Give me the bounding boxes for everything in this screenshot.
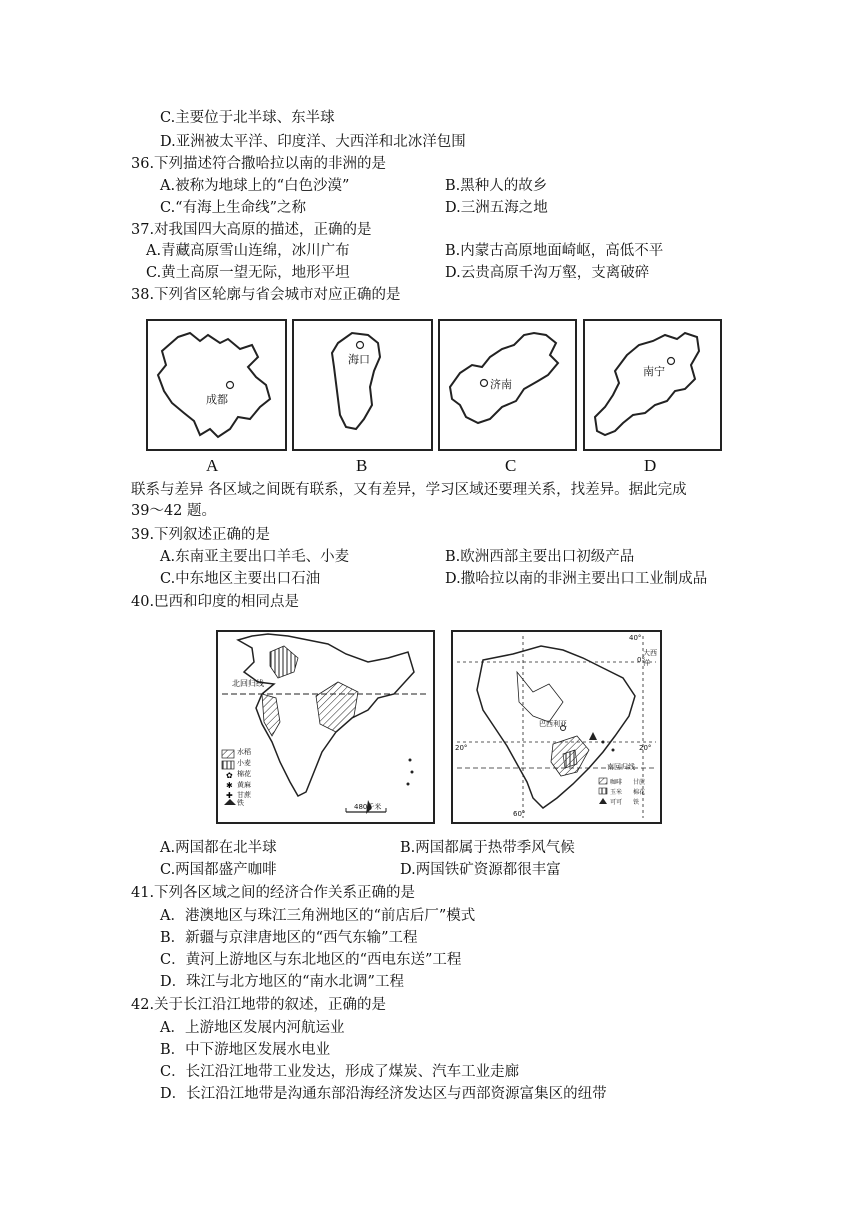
province-map-c <box>438 319 577 451</box>
q39-option-d: D.撒哈拉以南的非洲主要出口工业制成品 <box>445 571 708 587</box>
q36-option-d: D.三洲五海之地 <box>445 200 548 216</box>
q41-stem: 41.下列各区域之间的经济合作关系正确的是 <box>131 885 416 901</box>
section-intro-line2: 39～42 题。 <box>131 503 217 519</box>
hainan-outline <box>294 321 431 449</box>
q36-option-a: A.被称为地球上的“白色沙漠” <box>160 178 350 194</box>
q36-option-c: C.“有海上生命线”之称 <box>160 200 307 216</box>
q37-option-c: C.黄土高原一望无际，地形平坦 <box>146 265 350 281</box>
q37-stem: 37.对我国四大高原的描述，正确的是 <box>131 222 372 238</box>
q37-option-b: B.内蒙古高原地面崎岖，高低不平 <box>445 243 664 259</box>
brazil-capital-label: 巴西利亚 <box>539 720 567 728</box>
q37-option-d: D.云贵高原千沟万壑，支离破碎 <box>445 265 650 281</box>
q36-stem: 36.下列描述符合撒哈拉以南的非洲的是 <box>131 156 387 172</box>
svg-text:✱: ✱ <box>226 781 233 790</box>
brazil-legend-coffee: 咖啡 <box>610 779 623 786</box>
q40-stem: 40.巴西和印度的相同点是 <box>131 594 300 610</box>
brazil-lat-20-east: 20° <box>639 744 652 752</box>
brazil-lat-20-west: 20° <box>455 744 468 752</box>
svg-text:✿: ✿ <box>226 771 233 780</box>
brazil-map <box>451 630 662 824</box>
map-letter-d: D <box>644 456 657 475</box>
city-label-nanning: 南宁 <box>643 365 665 378</box>
q41-option-c: C．黄河上游地区与东北地区的“西电东送”工程 <box>160 952 462 968</box>
map-letter-c: C <box>505 456 517 475</box>
india-legend-cotton: 棉花 <box>237 770 251 778</box>
section-intro-line1: 联系与差异 各区域之间既有联系，又有差异，学习区域还要理关系，找差异。据此完成 <box>131 482 687 498</box>
q42-option-b: B．中下游地区发展水电业 <box>160 1042 331 1058</box>
q35-option-c: C.主要位于北半球、东半球 <box>160 110 335 126</box>
svg-text:✚: ✚ <box>226 791 233 800</box>
brazil-legend-cocoa: 可可 <box>610 799 623 806</box>
q42-option-d: D．长江沿江地带是沟通东部沿海经济发达区与西部资源富集区的纽带 <box>160 1086 607 1102</box>
brazil-ocean-label: 大西洋 <box>643 649 657 667</box>
india-legend-sugarcane: 甘蔗 <box>237 791 251 799</box>
india-scale-label: 480千米 <box>354 803 382 811</box>
india-map <box>216 630 435 824</box>
guangxi-outline <box>585 321 720 449</box>
map-letter-b: B <box>356 456 368 475</box>
brazil-legend-iron: 铁 <box>633 799 640 806</box>
q36-option-b: B.黑种人的故乡 <box>445 178 548 194</box>
province-map-a <box>146 319 287 451</box>
brazil-lat-0: 0° <box>637 656 645 664</box>
province-map-d <box>583 319 722 451</box>
q39-option-c: C.中东地区主要出口石油 <box>160 571 321 587</box>
india-legend-rice: 水稻 <box>237 748 251 756</box>
brazil-lon-60: 60° <box>513 810 526 818</box>
q41-option-d: D．珠江与北方地区的“南水北调”工程 <box>160 974 404 990</box>
map-letter-a: A <box>206 456 219 475</box>
city-label-chengdu: 成都 <box>206 393 228 406</box>
city-label-jinan: 济南 <box>490 378 512 391</box>
q39-option-b: B.欧洲西部主要出口初级产品 <box>445 549 635 565</box>
sichuan-outline <box>148 321 285 449</box>
q42-option-c: C．长江沿江地带工业发达，形成了煤炭、汽车工业走廊 <box>160 1064 520 1080</box>
brazil-legend-sugarcane: 甘蔗 <box>633 779 646 786</box>
brazil-legend-corn: 玉米 <box>610 789 623 796</box>
q40-option-a: A.两国都在北半球 <box>160 840 277 856</box>
q35-option-d: D.亚洲被太平洋、印度洋、大西洋和北冰洋包围 <box>160 134 466 150</box>
india-legend-iron: 铁 <box>237 799 244 807</box>
brazil-tropic-label: 南回归线 <box>607 763 635 771</box>
q42-option-a: A．上游地区发展内河航运业 <box>160 1020 345 1036</box>
q39-stem: 39.下列叙述正确的是 <box>131 527 271 543</box>
q39-option-a: A.东南亚主要出口羊毛、小麦 <box>160 549 350 565</box>
india-legend-jute: 黄麻 <box>237 781 251 789</box>
q41-option-a: A．港澳地区与珠江三角洲地区的“前店后厂”模式 <box>160 908 476 924</box>
q40-option-b: B.两国都属于热带季风气候 <box>400 840 575 856</box>
q41-option-b: B．新疆与京津唐地区的“西气东输”工程 <box>160 930 418 946</box>
india-legend-wheat: 小麦 <box>237 759 251 767</box>
q42-stem: 42.关于长江沿江地带的叙述，正确的是 <box>131 997 387 1013</box>
q40-option-d: D.两国铁矿资源都很丰富 <box>400 862 561 878</box>
q37-option-a: A.青藏高原雪山连绵，冰川广布 <box>146 243 350 259</box>
brazil-legend-cotton: 棉花 <box>633 789 646 796</box>
city-label-haikou: 海口 <box>348 353 370 366</box>
province-map-b <box>292 319 433 451</box>
india-tropic-label: 北回归线 <box>232 679 264 688</box>
q38-stem: 38.下列省区轮廓与省会城市对应正确的是 <box>131 287 401 303</box>
brazil-lon-40: 40° <box>629 634 642 642</box>
q40-option-c: C.两国都盛产咖啡 <box>160 862 277 878</box>
